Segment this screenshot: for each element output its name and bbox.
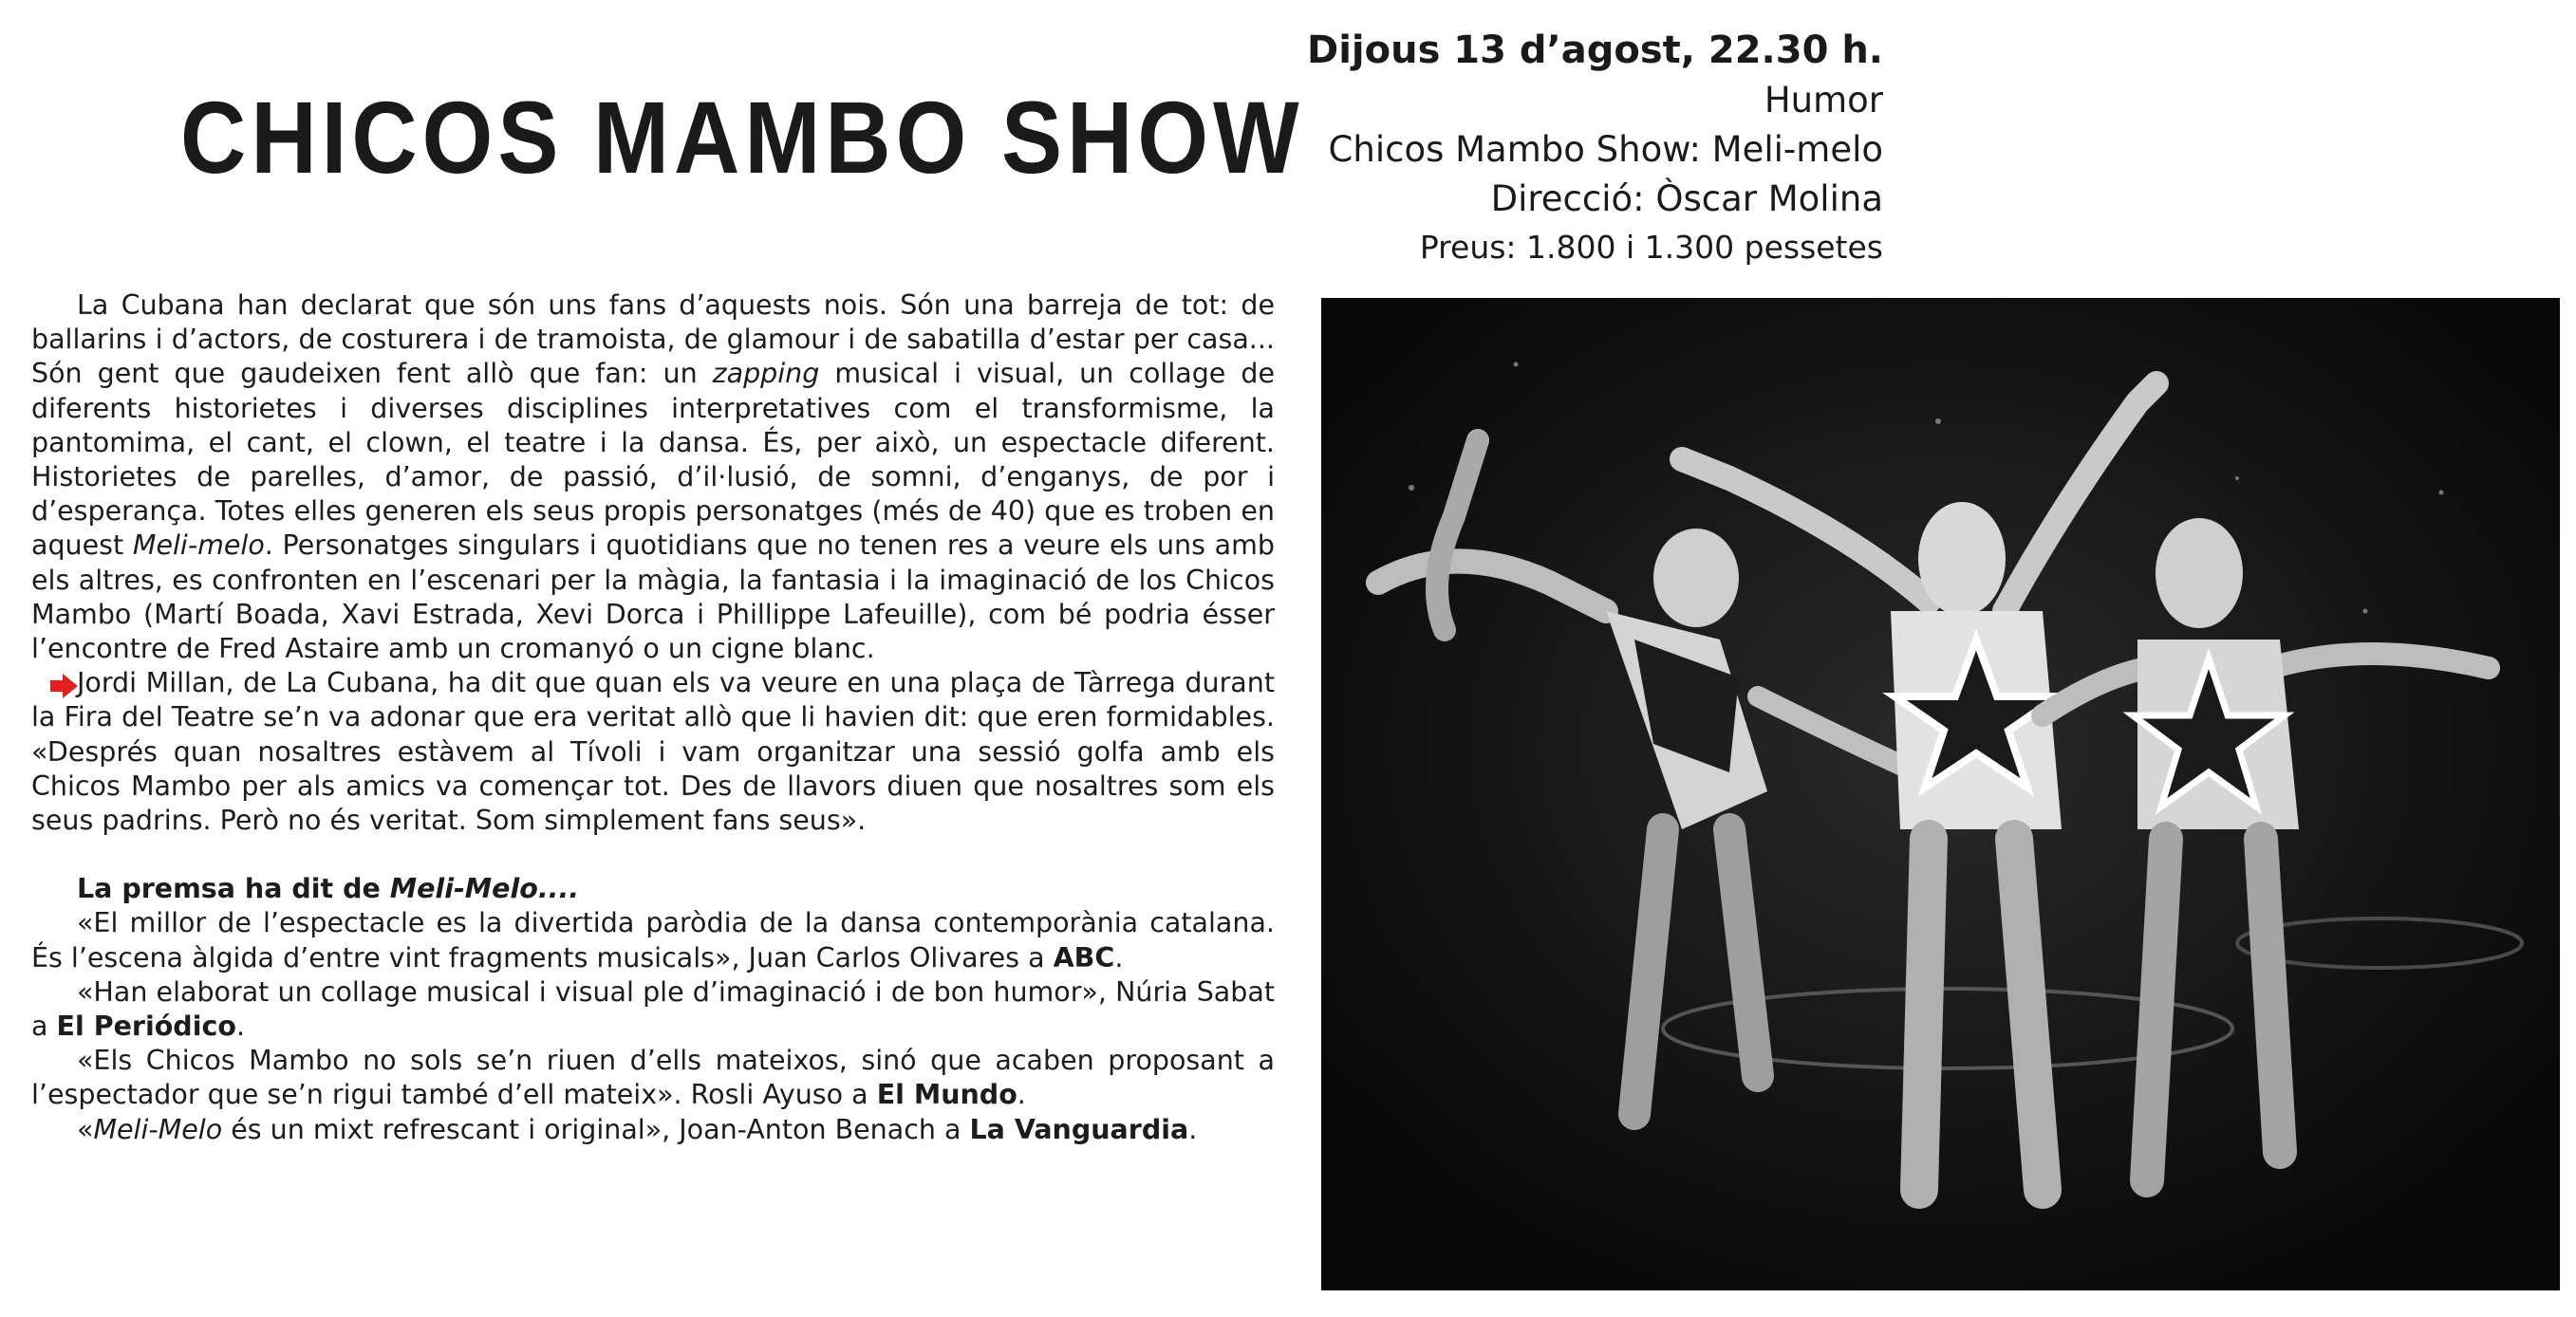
press-source: La Vanguardia	[969, 1113, 1189, 1145]
article-paragraph-1	[31, 288, 1275, 666]
performance-photo	[1321, 298, 2560, 1290]
event-datetime: Dijous 13 d’agost, 22.30 h.	[1306, 28, 1883, 72]
page-title: CHICOS MAMBO SHOW	[180, 81, 1304, 195]
text-run: «	[77, 1113, 94, 1145]
press-source: El Mundo	[876, 1079, 1017, 1111]
article-body	[31, 288, 1275, 1147]
event-genre: Humor	[1764, 80, 1883, 121]
press-heading	[31, 872, 1275, 906]
text-run: .	[1188, 1113, 1198, 1145]
article-paragraph-2	[31, 666, 1275, 838]
text-run: La premsa ha dit de	[77, 873, 390, 905]
text-run: «El millor de l’espectacle es la divertida paròdia de la dansa contemporània catalana. És l’escena àlgida d’entre vint fragments musicals», Juan Carlos Olivares a	[31, 907, 1275, 974]
dancers-illustration	[1321, 298, 2560, 1290]
text-run: musical i visual, un collage de diferents historietes i diverses disciplines interpretatives com el transformisme, la pantomima, el cant, el clown, el teatre i la dansa. És, per això, un espectacle diferent. Historietes de parelles, d’amor, de passió, d’il·lusió, de somni, d’enganys, de por i d’esperança. Totes elles generen els seus propis personatges (més de 40) que es troben en aquest	[31, 358, 1275, 562]
text-run: . Personatges singulars i quotidians que no tenen res a veure els uns amb els altres, es confronten en l’escenari per la màgia, la fantasia i la imaginació de los Chicos Mambo (Martí Boada, Xavi Estrada, Xevi Dorca i Phillippe Lafeuille), com bé podria ésser l’encontre de Fred Astaire amb un cromanyó o un cigne blanc.	[31, 529, 1275, 665]
text-run: .	[1114, 941, 1124, 974]
event-show: Chicos Mambo Show: Meli-melo	[1328, 129, 1883, 170]
press-quote-4	[31, 1113, 1275, 1147]
event-direction: Direcció: Òscar Molina	[1490, 178, 1883, 219]
text-run: .	[235, 1011, 246, 1043]
press-source: El Periódico	[56, 1011, 236, 1043]
text-run: «Els Chicos Mambo no sols se’n riuen d’ells mateixos, sinó que acaben proposant a l’espectador que se’n rigui també d’ell mateix». Rosli Ayuso a	[31, 1045, 1275, 1111]
text-run-italic: Meli-melo	[132, 529, 265, 562]
press-quote-1	[31, 906, 1275, 974]
press-quote-2	[31, 975, 1275, 1044]
text-run: és un mixt refrescant i original», Joan-Anton Benach a	[222, 1113, 970, 1145]
text-run: .	[1017, 1079, 1026, 1111]
event-info	[1307, 25, 1883, 271]
text-run-italic: Meli-Melo	[93, 1113, 223, 1145]
text-run: Jordi Millan, de La Cubana, ha dit que quan els va veure en una plaça de Tàrrega durant la Fira del Teatre se’n va adonar que era veritat allò que li havien dit: que eren formidables. «Després quan nosaltres estàvem al Tívoli i vam organitzar una sessió golfa amb els Chicos Mambo per als amics va començar tot. Des de llavors diuen que nosaltres som els seus padrins. Però no és veritat. Som simplement fans seus».	[31, 667, 1275, 837]
text-run-italic: zapping	[712, 358, 820, 390]
event-prices: Preus: 1.800 i 1.300 pessetes	[1419, 229, 1883, 266]
text-run: «Han elaborat un collage musical i visual ple d’imaginació i de bon humor», Núria Sabat a	[31, 975, 1275, 1043]
text-run-italic: Meli-Melo....	[389, 873, 580, 905]
press-source: ABC	[1053, 941, 1115, 974]
press-quote-3	[31, 1044, 1275, 1112]
press-section	[31, 872, 1275, 1147]
text-run: La Cubana han declarat que són uns fans d’aquests nois. Són una barreja de tot: de ballarins i d’actors, de costurera i de tramoista, de glamour i de sabatilla d’estar per casa... Són gent que gaudeixen fent allò que fan: un	[31, 289, 1275, 390]
